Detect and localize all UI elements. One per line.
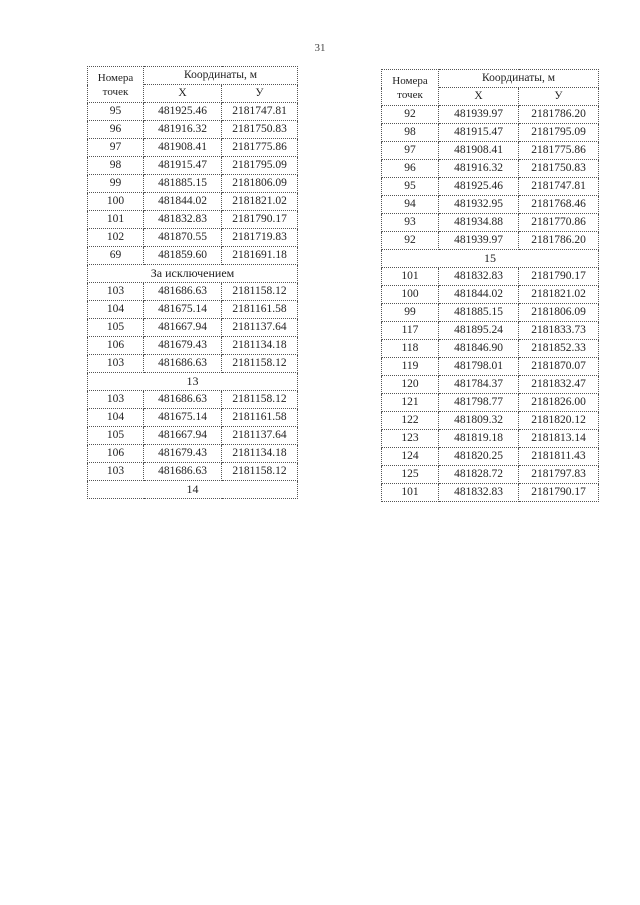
table-row — [382, 466, 599, 484]
table-row — [382, 340, 599, 358]
y-coordinate-cell: 2181161.58 — [222, 301, 298, 319]
y-coordinate-cell: 2181786.20 — [519, 232, 599, 250]
table-row — [88, 175, 298, 193]
x-coordinate-cell: 481832.83 — [439, 268, 519, 286]
y-coordinate-cell: 2181137.64 — [222, 319, 298, 337]
table-row — [88, 193, 298, 211]
x-coordinate-cell: 481908.41 — [144, 139, 222, 157]
point-number-cell: 101 — [382, 268, 439, 286]
y-coordinate-cell: 2181719.83 — [222, 229, 298, 247]
table-row — [88, 157, 298, 175]
table-row — [382, 214, 599, 232]
x-coordinate-cell: 481832.83 — [439, 484, 519, 502]
x-coordinate-cell: 481925.46 — [144, 103, 222, 121]
y-coordinate-cell: 2181747.81 — [519, 178, 599, 196]
header-points-line2: точек — [102, 85, 129, 98]
point-number-cell: 92 — [382, 106, 439, 124]
point-number-cell: 125 — [382, 466, 439, 484]
table-row — [382, 232, 599, 250]
y-coordinate-cell: 2181770.86 — [519, 214, 599, 232]
table-row — [382, 178, 599, 196]
table-row — [382, 430, 599, 448]
x-coordinate-cell: 481870.55 — [144, 229, 222, 247]
y-coordinate-cell: 2181747.81 — [222, 103, 298, 121]
y-coordinate-cell: 2181134.18 — [222, 337, 298, 355]
point-number-cell: 103 — [88, 355, 144, 373]
x-coordinate-cell: 481934.88 — [439, 214, 519, 232]
y-coordinate-cell: 2181821.02 — [222, 193, 298, 211]
point-number-cell: 106 — [88, 337, 144, 355]
x-coordinate-cell: 481686.63 — [144, 463, 222, 481]
table-row — [382, 322, 599, 340]
table-row — [88, 427, 298, 445]
x-coordinate-cell: 481885.15 — [144, 175, 222, 193]
section-row — [88, 373, 298, 391]
table-body-right — [382, 106, 599, 502]
x-coordinate-cell: 481784.37 — [439, 376, 519, 394]
point-number-cell: 102 — [88, 229, 144, 247]
x-coordinate-cell: 481915.47 — [144, 157, 222, 175]
y-coordinate-cell: 2181158.12 — [222, 463, 298, 481]
table-row — [88, 355, 298, 373]
y-coordinate-cell: 2181775.86 — [222, 139, 298, 157]
table-row — [382, 124, 599, 142]
table-body-left — [88, 103, 298, 499]
y-coordinate-cell: 2181852.33 — [519, 340, 599, 358]
section-label: 15 — [382, 250, 599, 268]
x-coordinate-cell: 481925.46 — [439, 178, 519, 196]
table-row — [382, 484, 599, 502]
point-number-cell: 94 — [382, 196, 439, 214]
section-label: 13 — [88, 373, 298, 391]
y-coordinate-cell: 2181811.43 — [519, 448, 599, 466]
table-row — [88, 139, 298, 157]
point-number-cell: 105 — [88, 427, 144, 445]
point-number-cell: 120 — [382, 376, 439, 394]
table-row — [88, 247, 298, 265]
table-row — [88, 409, 298, 427]
table-row — [382, 142, 599, 160]
point-number-cell: 104 — [88, 409, 144, 427]
y-coordinate-cell: 2181775.86 — [519, 142, 599, 160]
x-coordinate-cell: 481939.97 — [439, 106, 519, 124]
y-coordinate-cell: 2181820.12 — [519, 412, 599, 430]
header-x: Х — [439, 88, 519, 106]
header-points-line1: Номера — [97, 71, 134, 84]
x-coordinate-cell: 481798.01 — [439, 358, 519, 376]
y-coordinate-cell: 2181768.46 — [519, 196, 599, 214]
coordinates-table-right — [381, 69, 599, 502]
section-label: За исключением — [88, 265, 298, 283]
x-coordinate-cell: 481819.18 — [439, 430, 519, 448]
point-number-cell: 97 — [88, 139, 144, 157]
section-label: 14 — [88, 481, 298, 499]
page-number: 31 — [314, 42, 326, 54]
x-coordinate-cell: 481675.14 — [144, 301, 222, 319]
point-number-cell: 123 — [382, 430, 439, 448]
y-coordinate-cell: 2181795.09 — [222, 157, 298, 175]
y-coordinate-cell: 2181158.12 — [222, 391, 298, 409]
section-row — [88, 481, 298, 499]
table-row — [88, 301, 298, 319]
point-number-cell: 119 — [382, 358, 439, 376]
header-point-numbers — [382, 70, 439, 106]
table-row — [382, 304, 599, 322]
x-coordinate-cell: 481832.83 — [144, 211, 222, 229]
y-coordinate-cell: 2181797.83 — [519, 466, 599, 484]
header-y: У — [519, 88, 599, 106]
point-number-cell: 118 — [382, 340, 439, 358]
x-coordinate-cell: 481895.24 — [439, 322, 519, 340]
y-coordinate-cell: 2181691.18 — [222, 247, 298, 265]
table-row — [382, 412, 599, 430]
x-coordinate-cell: 481686.63 — [144, 391, 222, 409]
point-number-cell: 99 — [88, 175, 144, 193]
table-row — [88, 337, 298, 355]
point-number-cell: 101 — [382, 484, 439, 502]
x-coordinate-cell: 481679.43 — [144, 445, 222, 463]
header-x: Х — [144, 85, 222, 103]
table-row — [88, 283, 298, 301]
x-coordinate-cell: 481798.77 — [439, 394, 519, 412]
table-row — [88, 463, 298, 481]
point-number-cell: 92 — [382, 232, 439, 250]
x-coordinate-cell: 481820.25 — [439, 448, 519, 466]
point-number-cell: 69 — [88, 247, 144, 265]
point-number-cell: 101 — [88, 211, 144, 229]
section-row — [382, 250, 599, 268]
point-number-cell: 95 — [382, 178, 439, 196]
point-number-cell: 98 — [382, 124, 439, 142]
y-coordinate-cell: 2181161.58 — [222, 409, 298, 427]
header-points-line2: точек — [397, 88, 423, 101]
point-number-cell: 104 — [88, 301, 144, 319]
y-coordinate-cell: 2181134.18 — [222, 445, 298, 463]
y-coordinate-cell: 2181158.12 — [222, 355, 298, 373]
x-coordinate-cell: 481828.72 — [439, 466, 519, 484]
coordinates-table-left — [87, 66, 298, 499]
x-coordinate-cell: 481915.47 — [439, 124, 519, 142]
x-coordinate-cell: 481675.14 — [144, 409, 222, 427]
y-coordinate-cell: 2181790.17 — [519, 268, 599, 286]
x-coordinate-cell: 481859.60 — [144, 247, 222, 265]
y-coordinate-cell: 2181790.17 — [519, 484, 599, 502]
x-coordinate-cell: 481809.32 — [439, 412, 519, 430]
y-coordinate-cell: 2181158.12 — [222, 283, 298, 301]
header-point-numbers — [88, 67, 144, 103]
y-coordinate-cell: 2181786.20 — [519, 106, 599, 124]
y-coordinate-cell: 2181870.07 — [519, 358, 599, 376]
point-number-cell: 103 — [88, 391, 144, 409]
point-number-cell: 100 — [382, 286, 439, 304]
table-row — [382, 196, 599, 214]
header-y: У — [222, 85, 298, 103]
x-coordinate-cell: 481916.32 — [439, 160, 519, 178]
table-row — [88, 121, 298, 139]
point-number-cell: 96 — [88, 121, 144, 139]
y-coordinate-cell: 2181137.64 — [222, 427, 298, 445]
x-coordinate-cell: 481908.41 — [439, 142, 519, 160]
y-coordinate-cell: 2181821.02 — [519, 286, 599, 304]
table-row — [88, 229, 298, 247]
header-points-line1: Номера — [392, 74, 428, 87]
table-row — [382, 358, 599, 376]
table-row — [88, 391, 298, 409]
table-row — [88, 103, 298, 121]
x-coordinate-cell: 481667.94 — [144, 319, 222, 337]
point-number-cell: 105 — [88, 319, 144, 337]
x-coordinate-cell: 481846.90 — [439, 340, 519, 358]
x-coordinate-cell: 481844.02 — [439, 286, 519, 304]
header-coordinates: Координаты, м — [439, 70, 599, 88]
x-coordinate-cell: 481916.32 — [144, 121, 222, 139]
table-row — [88, 211, 298, 229]
table-row — [382, 394, 599, 412]
section-row — [88, 265, 298, 283]
point-number-cell: 124 — [382, 448, 439, 466]
x-coordinate-cell: 481939.97 — [439, 232, 519, 250]
point-number-cell: 93 — [382, 214, 439, 232]
y-coordinate-cell: 2181750.83 — [519, 160, 599, 178]
header-coordinates: Координаты, м — [144, 67, 298, 85]
y-coordinate-cell: 2181833.73 — [519, 322, 599, 340]
y-coordinate-cell: 2181832.47 — [519, 376, 599, 394]
point-number-cell: 103 — [88, 283, 144, 301]
point-number-cell: 98 — [88, 157, 144, 175]
y-coordinate-cell: 2181795.09 — [519, 124, 599, 142]
point-number-cell: 103 — [88, 463, 144, 481]
x-coordinate-cell: 481932.95 — [439, 196, 519, 214]
point-number-cell: 95 — [88, 103, 144, 121]
point-number-cell: 106 — [88, 445, 144, 463]
table-row — [382, 376, 599, 394]
point-number-cell: 100 — [88, 193, 144, 211]
table-row — [382, 268, 599, 286]
y-coordinate-cell: 2181806.09 — [519, 304, 599, 322]
table-row — [88, 445, 298, 463]
x-coordinate-cell: 481686.63 — [144, 355, 222, 373]
table-row — [88, 319, 298, 337]
y-coordinate-cell: 2181806.09 — [222, 175, 298, 193]
point-number-cell: 122 — [382, 412, 439, 430]
y-coordinate-cell: 2181826.00 — [519, 394, 599, 412]
table-row — [382, 286, 599, 304]
table-row — [382, 448, 599, 466]
point-number-cell: 117 — [382, 322, 439, 340]
point-number-cell: 99 — [382, 304, 439, 322]
x-coordinate-cell: 481667.94 — [144, 427, 222, 445]
table-row — [382, 160, 599, 178]
x-coordinate-cell: 481686.63 — [144, 283, 222, 301]
point-number-cell: 96 — [382, 160, 439, 178]
table-row — [382, 106, 599, 124]
point-number-cell: 97 — [382, 142, 439, 160]
point-number-cell: 121 — [382, 394, 439, 412]
x-coordinate-cell: 481885.15 — [439, 304, 519, 322]
y-coordinate-cell: 2181790.17 — [222, 211, 298, 229]
y-coordinate-cell: 2181813.14 — [519, 430, 599, 448]
y-coordinate-cell: 2181750.83 — [222, 121, 298, 139]
x-coordinate-cell: 481679.43 — [144, 337, 222, 355]
x-coordinate-cell: 481844.02 — [144, 193, 222, 211]
